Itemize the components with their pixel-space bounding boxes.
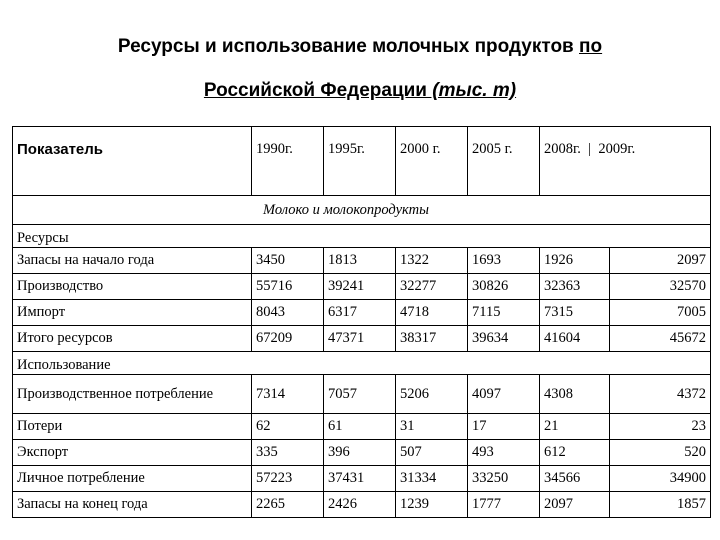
table-cell: 41604 [540, 326, 610, 352]
table-cell: 33250 [468, 466, 540, 492]
header-year: 2008г. | 2009г. [540, 127, 711, 196]
table-cell: 2265 [252, 492, 324, 518]
table-cell: 47371 [324, 326, 396, 352]
row-label: Импорт [13, 300, 252, 326]
table-cell: 62 [252, 414, 324, 440]
table-row [13, 300, 711, 326]
group-label-resources: Ресурсы [13, 225, 711, 248]
table-cell: 6317 [324, 300, 396, 326]
table-cell: 32570 [610, 274, 711, 300]
section-row [13, 196, 711, 225]
table-row [13, 375, 711, 414]
table-cell: 612 [540, 440, 610, 466]
table-cell: 1693 [468, 248, 540, 274]
group-row [13, 352, 711, 375]
table-cell: 1926 [540, 248, 610, 274]
table-cell: 32277 [396, 274, 468, 300]
title-line2: Российской Федерации [203, 80, 427, 101]
table-cell: 1777 [468, 492, 540, 518]
table-cell: 3450 [252, 248, 324, 274]
table-cell: 23 [610, 414, 711, 440]
header-year: 1990г. [252, 127, 324, 196]
table-cell: 7005 [610, 300, 711, 326]
section-title: Молоко и молокопродукты [263, 201, 429, 218]
table-cell: 39241 [324, 274, 396, 300]
table-cell: 507 [396, 440, 468, 466]
row-label: Личное потребление [13, 466, 252, 492]
table-cell: 4372 [610, 375, 711, 414]
table-cell: 55716 [252, 274, 324, 300]
table-cell: 4308 [540, 375, 610, 414]
table-cell: 45672 [610, 326, 711, 352]
title-line1: Ресурсы и использование молочных продуктов [117, 36, 580, 57]
table-cell: 38317 [396, 326, 468, 352]
title-unit: (тыс. т) [427, 80, 517, 101]
table-row [13, 440, 711, 466]
table-cell: 31 [396, 414, 468, 440]
table-cell: 2097 [610, 248, 711, 274]
table-cell: 520 [610, 440, 711, 466]
table-row [13, 414, 711, 440]
table-row [13, 492, 711, 518]
header-year: 1995г. [324, 127, 396, 196]
table-row [13, 326, 711, 352]
resources-table [12, 126, 711, 518]
table-cell: 32363 [540, 274, 610, 300]
table-cell: 21 [540, 414, 610, 440]
table-cell: 31334 [396, 466, 468, 492]
table-cell: 1322 [396, 248, 468, 274]
table-row [13, 466, 711, 492]
table-cell: 7057 [324, 375, 396, 414]
table-cell: 5206 [396, 375, 468, 414]
row-label: Запасы на конец года [13, 492, 252, 518]
table-cell: 4718 [396, 300, 468, 326]
page-subtitle [0, 80, 720, 102]
page-title [0, 36, 720, 58]
table-cell: 34900 [610, 466, 711, 492]
row-label: Потери [13, 414, 252, 440]
table-cell: 2097 [540, 492, 610, 518]
table-cell: 30826 [468, 274, 540, 300]
row-label: Производство [13, 274, 252, 300]
table-cell: 1239 [396, 492, 468, 518]
table-cell: 7315 [540, 300, 610, 326]
table-header-row [13, 127, 711, 196]
header-year: 2005 г. [468, 127, 540, 196]
table-cell: 37431 [324, 466, 396, 492]
header-indicator: Показатель [13, 127, 252, 196]
group-label-usage: Использование [13, 352, 711, 375]
table-cell: 493 [468, 440, 540, 466]
table-cell: 7314 [252, 375, 324, 414]
table-row [13, 248, 711, 274]
group-row [13, 225, 711, 248]
table-cell: 1813 [324, 248, 396, 274]
row-label: Запасы на начало года [13, 248, 252, 274]
header-year: 2000 г. [396, 127, 468, 196]
table-cell: 61 [324, 414, 396, 440]
row-label: Производственное потребление [13, 375, 252, 414]
table-cell: 335 [252, 440, 324, 466]
table-cell: 67209 [252, 326, 324, 352]
table-cell: 1857 [610, 492, 711, 518]
row-label: Экспорт [13, 440, 252, 466]
table-cell: 396 [324, 440, 396, 466]
table-row [13, 274, 711, 300]
table-cell: 7115 [468, 300, 540, 326]
row-label: Итого ресурсов [13, 326, 252, 352]
table-cell: 4097 [468, 375, 540, 414]
table-cell: 17 [468, 414, 540, 440]
table-cell: 8043 [252, 300, 324, 326]
title-line1-underlined: по [579, 36, 603, 57]
table-cell: 57223 [252, 466, 324, 492]
table-cell: 34566 [540, 466, 610, 492]
table-cell: 39634 [468, 326, 540, 352]
table-cell: 2426 [324, 492, 396, 518]
